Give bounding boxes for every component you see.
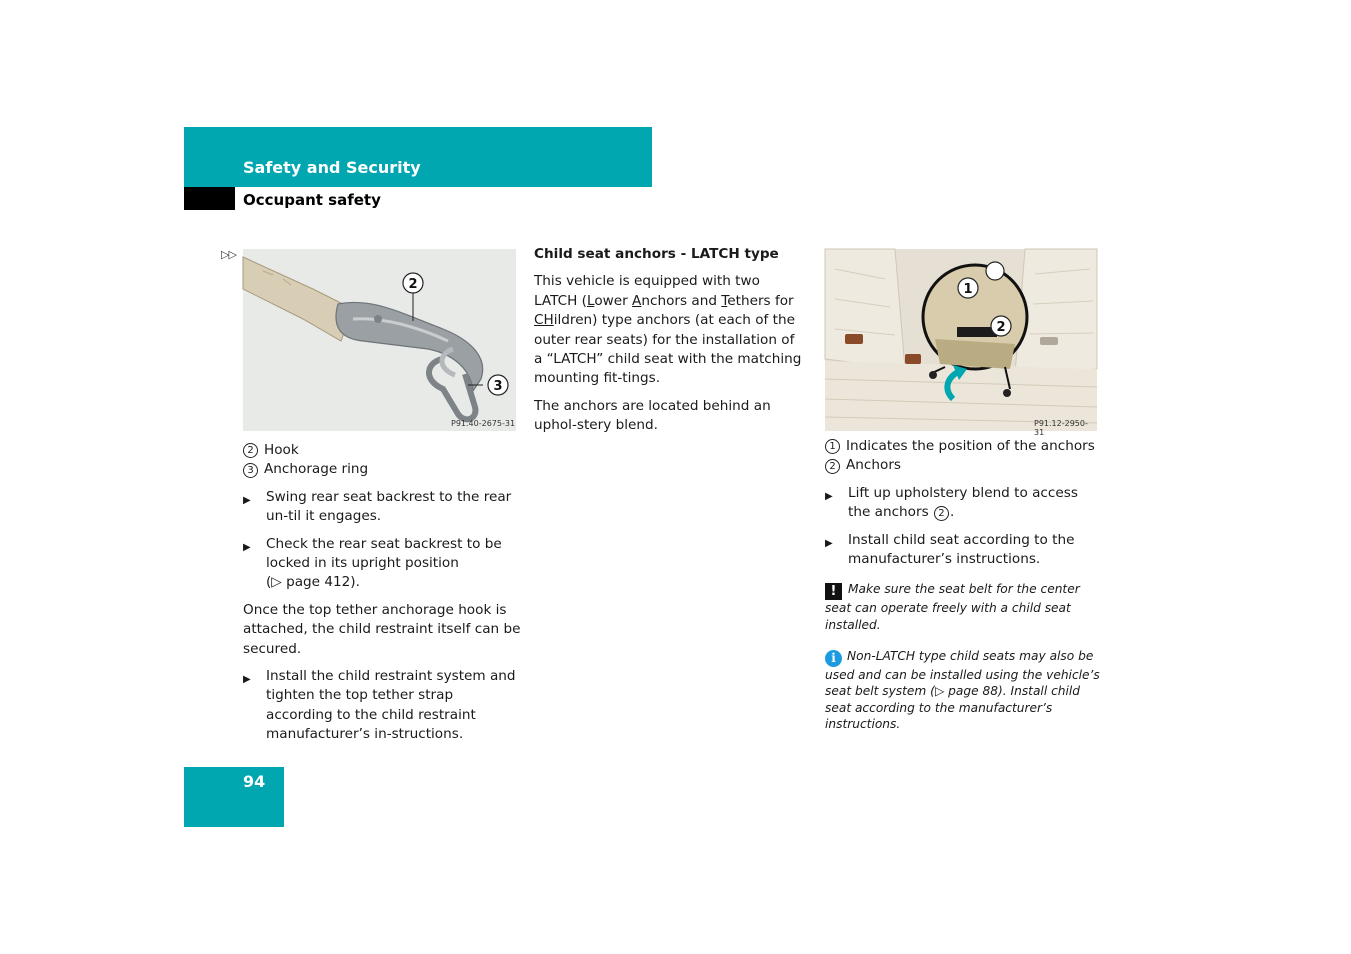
legend-number: 2 <box>243 443 258 458</box>
figure-hook-illustration <box>243 249 516 431</box>
warning-text: Make sure the seat belt for the center seat can operate freely with a child seat installed. <box>825 582 1080 633</box>
body-paragraph: Once the top tether anchorage hook is attached, the child restraint itself can be secured. <box>243 601 521 657</box>
instruction-step <box>243 667 521 745</box>
callout-1-label: 1 <box>963 282 973 297</box>
arrow-bullet-icon: ▶ <box>243 674 251 686</box>
instruction-text: Lift up upholstery blend to access the anchors 2 . <box>848 484 1078 521</box>
legend-number: 3 <box>243 463 258 478</box>
arrow-bullet-icon: ▶ <box>243 494 251 506</box>
arrow-bullet-icon: ▶ <box>243 541 251 553</box>
legend-label: Anchors <box>846 457 901 474</box>
column-3 <box>825 437 1100 733</box>
instruction-text: Install the child restraint system and tighten the top tether strap according to the child restraint manufacturer’s in-structions. <box>266 668 516 743</box>
legend-number: 2 <box>825 459 840 474</box>
figure-code: P91.12-2950-31 <box>1034 419 1088 437</box>
info-note: i Non-LATCH type child seats may also be used and can be installed using the vehicle’s seat belt system (▷ page 88). Install child seat according to the manufacturer’s instructions. <box>825 648 1100 732</box>
page-number: 94 <box>243 772 266 791</box>
hook-illustration <box>243 249 516 431</box>
instruction-step <box>825 484 1100 523</box>
column-2 <box>534 245 806 444</box>
section-title: Safety and Security <box>243 158 421 177</box>
continued-marker: ▷▷ <box>221 248 236 261</box>
legend-item <box>243 460 521 479</box>
figure-code: P91.40-2675-31 <box>451 419 516 428</box>
column-1 <box>243 441 521 753</box>
callout-3-label: 3 <box>493 379 503 394</box>
legend-item <box>243 441 521 460</box>
legend-label: Anchorage ring <box>264 461 369 478</box>
info-icon: i <box>825 650 842 667</box>
instruction-text: Install child seat according to the manufacturer’s instructions. <box>848 531 1075 568</box>
subsection-title: Occupant safety <box>243 191 381 209</box>
seat-anchors-illustration <box>825 249 1097 431</box>
section-marker <box>184 187 235 210</box>
section-heading: Child seat anchors - LATCH type <box>534 246 779 262</box>
body-paragraph: This vehicle is equipped with two LATCH (Lower Anchors and Tethers for CHildren) type anchors (at each of the outer rear seats) for the installation of a “LATCH” child seat with the matching mounting fit-tings. <box>534 273 802 387</box>
header-bar <box>184 127 652 187</box>
callout-2-label: 2 <box>408 277 418 292</box>
page-reference-link[interactable]: ▷ page 88 <box>934 684 999 699</box>
warning-note <box>825 581 1100 633</box>
instruction-step <box>825 531 1100 570</box>
callout-2-label: 2 <box>996 320 1006 335</box>
legend-label: Hook <box>264 442 299 458</box>
arrow-bullet-icon: ▶ <box>825 537 833 549</box>
instruction-step <box>243 535 521 593</box>
page-reference-link[interactable]: (▷ page 412). <box>266 574 360 591</box>
warning-icon: ! <box>825 583 842 600</box>
arrow-bullet-icon: ▶ <box>825 490 833 502</box>
legend-number: 1 <box>825 439 840 454</box>
instruction-text: Swing rear seat backrest to the rear un-til it engages. <box>266 488 512 525</box>
figure-seat-anchors <box>825 249 1097 437</box>
legend-item <box>825 456 1100 475</box>
body-paragraph: The anchors are located behind an uphol-stery blend. <box>534 397 771 434</box>
instruction-step <box>243 488 521 527</box>
page-number-box <box>184 767 284 827</box>
instruction-text: Check the rear seat backrest to be locked in its upright position <box>266 535 502 572</box>
legend-label: Indicates the position of the anchors <box>846 438 1095 454</box>
legend-item <box>825 437 1100 456</box>
